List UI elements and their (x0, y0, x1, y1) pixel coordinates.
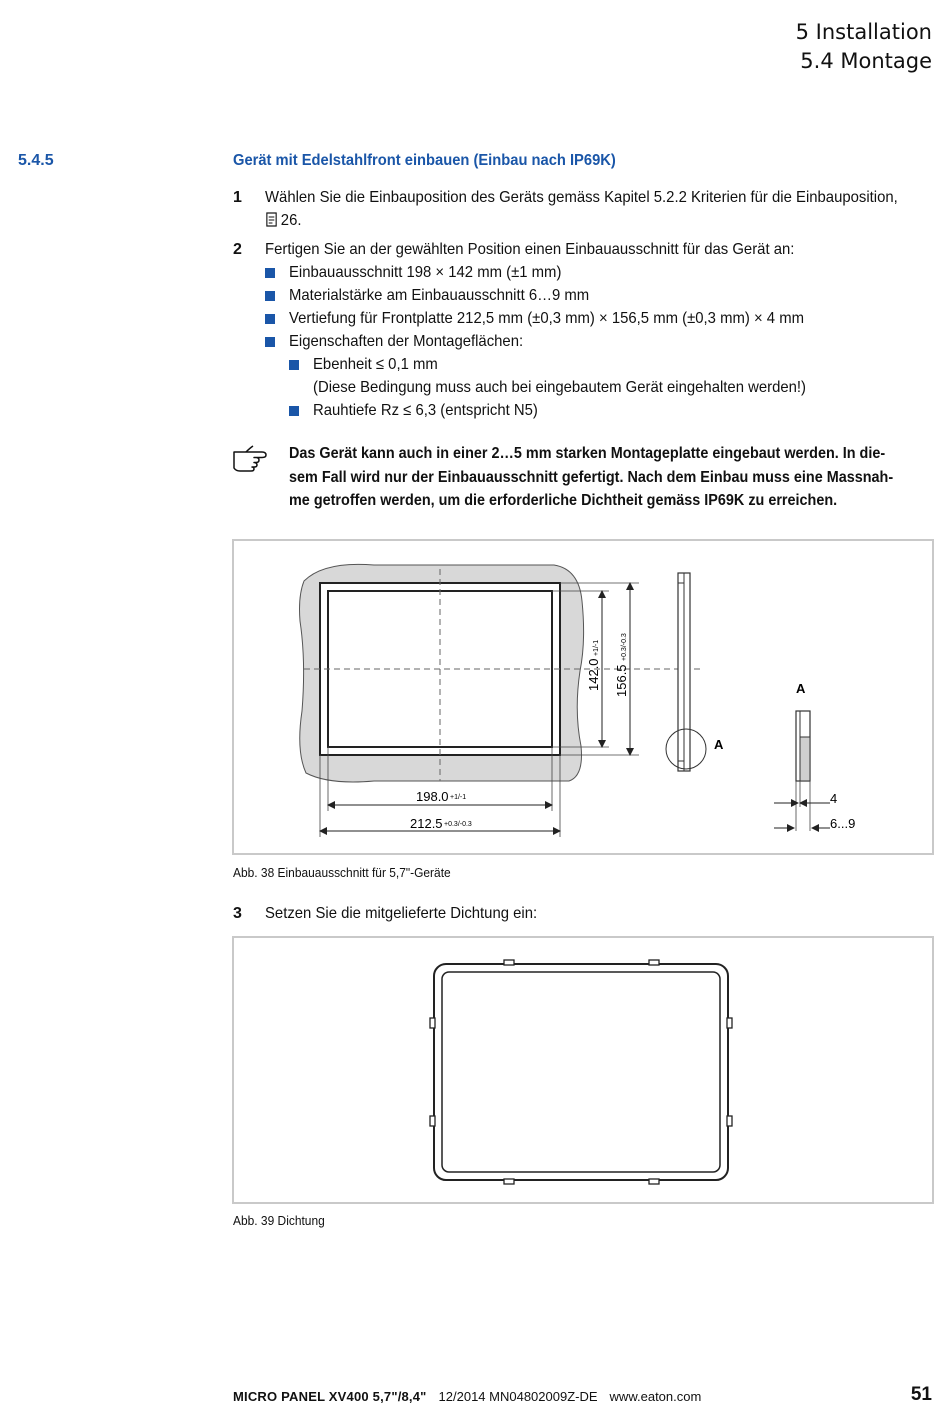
pointing-hand-icon (232, 444, 272, 472)
bullet-square-icon (289, 406, 299, 416)
tol-142: +1/-1 (593, 639, 600, 656)
tol-156: +0.3/-0.3 (621, 633, 628, 661)
tol-198: +1/-1 (450, 794, 467, 801)
section-number: 5.4.5 (18, 152, 54, 169)
gasket-inner (442, 972, 720, 1172)
bullet-square-icon (289, 360, 299, 370)
note-text: Das Gerät kann auch in einer 2…5 mm starken Montageplatte eingebaut werden. In die- sem Fall wird nur der Einbauausschnitt gefertigt. Nach dem Einbau muss eine Massnah- me getroffen werden, um die erforderliche Dichtheit gemäss IP69K zu erreichen. (289, 445, 894, 509)
figure-caption: Abb. 39 Dichtung (233, 1213, 325, 1228)
step-number: 3 (233, 905, 242, 922)
step-text: Wählen Sie die Einbauposition des Geräts gemäss Kapitel 5.2.2 Kriterien für die Einbauposition, (265, 189, 898, 206)
dim-6-9: 6...9 (830, 816, 856, 831)
detail-label: A (714, 737, 724, 752)
section-title: Gerät mit Edelstahlfront einbauen (Einbau nach IP69K) (233, 152, 616, 169)
footer-doc: 12/2014 MN04802009Z-DE (438, 1389, 598, 1404)
page-reference: 26. (280, 212, 302, 229)
dim-142: 142.0 (586, 658, 601, 691)
footer-product: MICRO PANEL XV400 5,7"/8,4" (233, 1389, 427, 1404)
dim-4: 4 (830, 791, 838, 806)
step-number: 1 (233, 189, 242, 206)
page-header (796, 18, 932, 76)
figure-gasket (232, 936, 934, 1204)
page-reference-icon (265, 212, 278, 227)
bullet-square-icon (265, 268, 275, 278)
page-footer (233, 1389, 701, 1404)
gasket-drawing (234, 938, 932, 1202)
step-number: 2 (233, 241, 242, 258)
detail-title: A (796, 681, 806, 696)
bullet-square-icon (265, 314, 275, 324)
step-text: Fertigen Sie an der gewählten Position einen Einbauausschnitt für das Gerät an: (265, 241, 795, 258)
header-section: 5.4 Montage (800, 49, 932, 73)
bullet-square-icon (265, 337, 275, 347)
dim-156: 156.5 (614, 664, 629, 697)
header-chapter: 5 Installation (795, 20, 932, 44)
page-number: 51 (910, 1384, 932, 1405)
bullet-square-icon (265, 291, 275, 301)
dim-212: 212.5 (410, 816, 443, 831)
footer-url: www.eaton.com (609, 1389, 702, 1404)
step-text: Setzen Sie die mitgelieferte Dichtung ein: (265, 905, 538, 922)
tol-212: +0.3/-0.3 (444, 821, 472, 828)
dim-198: 198.0 (416, 789, 449, 804)
footer-divider (233, 1382, 930, 1383)
figure-caption: Abb. 38 Einbauausschnitt für 5,7"-Geräte (233, 865, 451, 880)
figure-cutout (232, 539, 934, 855)
cutout-drawing (234, 541, 932, 853)
